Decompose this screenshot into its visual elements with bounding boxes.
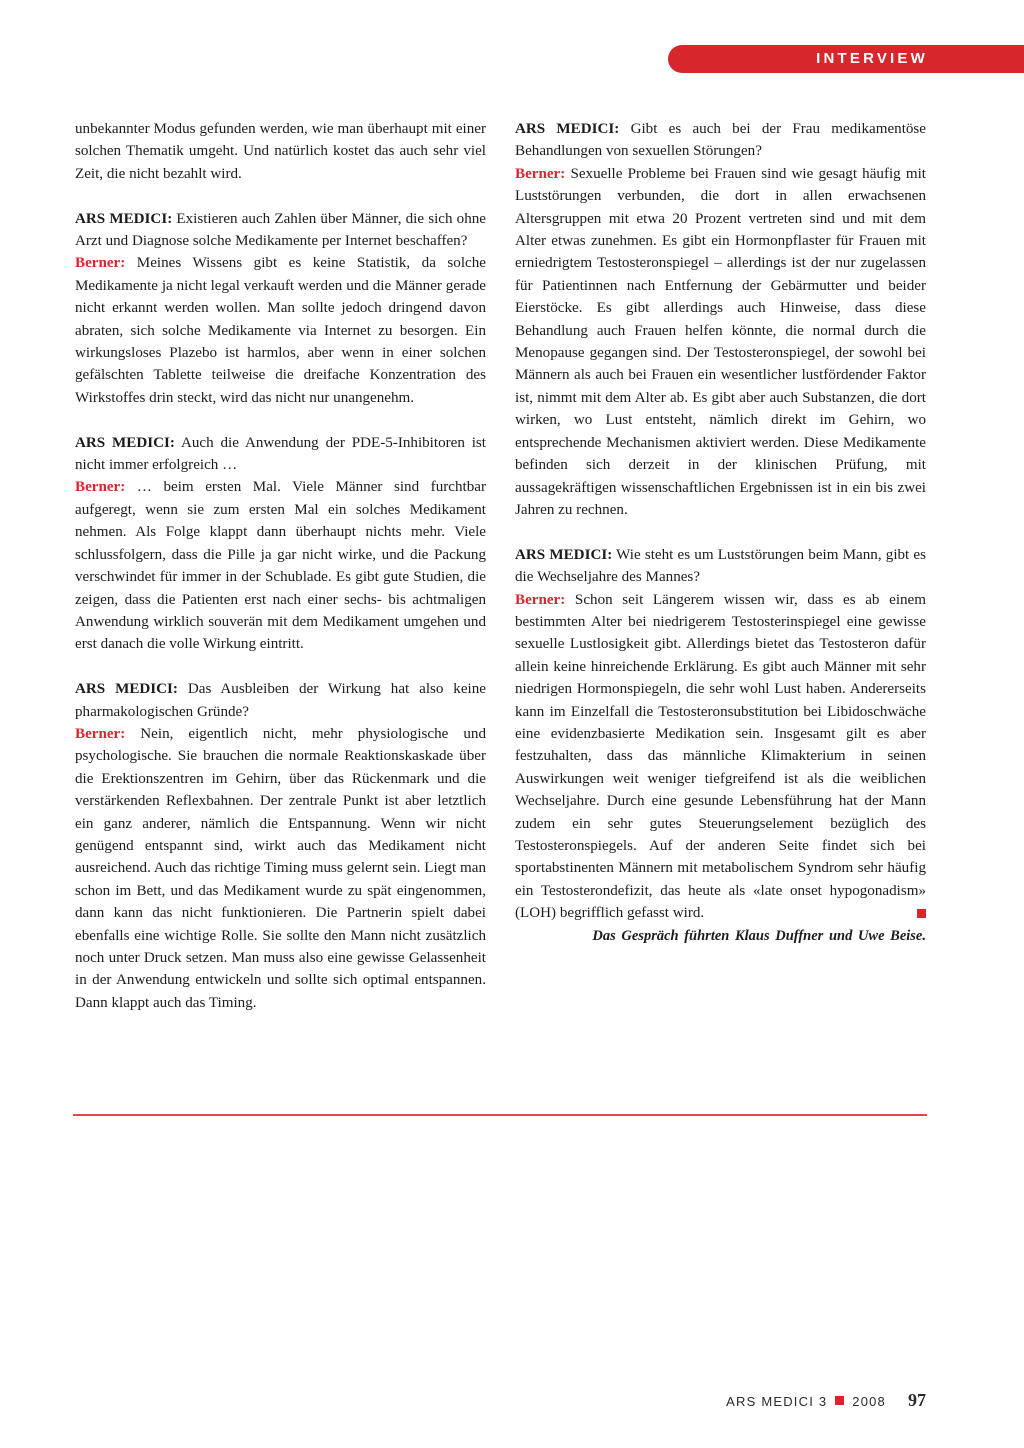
page-footer [726, 1390, 926, 1411]
answer-text: Nein, eigentlich nicht, mehr physiologische und psychologische. Sie brauchen die normale Reaktionskaskade über die Erektionszentren im Gehirn, über das Rückenmark und die verstärkenden Reflexbahnen. Der zentrale Punkt ist aber letztlich ein ganz anderer, nämlich die Entspannung. Wenn wir nicht genügend entspannt sind, wirkt auch das Medikament nicht ausreichend. Auch das richtige Timing muss gelernt sein. Liegt man schon im Bett, und das Medikament wurde zu spät eingenommen, dann kann das nicht funktionieren. Die Partnerin spielt dabei ebenfalls eine wichtige Rolle. Sie sollte den Mann nicht zusätzlich noch unter Druck setzen. Man muss also eine gewisse Gelassenheit in der Anwendung entwickeln und sollte sich optimal entspannen. Dann klappt auch das Timing. [75, 725, 486, 1011]
question-paragraph [75, 678, 486, 723]
answer-label: Berner: [75, 479, 126, 496]
question-text: Wie steht es um Luststörungen beim Mann, gibt es die Wechseljahre des Mannes? [515, 546, 926, 586]
answer-paragraph [515, 163, 926, 522]
left-column [75, 118, 486, 1014]
question-label: ARS MEDICI: [75, 210, 173, 227]
answer-paragraph [75, 252, 486, 409]
end-of-article-marker [917, 909, 926, 918]
interview-credit: Das Gespräch führten Klaus Duffner und Uwe Beise. [592, 927, 926, 944]
answer-label: Berner: [75, 255, 126, 272]
question-label: ARS MEDICI: [75, 434, 175, 451]
bottom-divider [73, 1114, 927, 1116]
question-label: ARS MEDICI: [515, 121, 620, 137]
journal-issue: ARS MEDICI 3 [726, 1394, 828, 1409]
question-text: Das Ausbleiben der Wirkung hat also keine pharmakologischen Gründe? [75, 681, 486, 720]
question-text: Gibt es auch bei der Frau medikamentöse Behandlungen von sexuellen Störungen? [515, 121, 927, 160]
answer-text: Schon seit Längerem wissen wir, dass es ab einem bestimmten Alter bei niedrigerem Testosterinspiegel eine gewisse sexuelle Lustlosigkeit gibt. Allerdings bietet das Testosteron dafür allein keine hinreichende Erklärung. Es gibt auch Männer mit sehr niedrigen Hormonspiegeln, die sehr wohl Lust haben. Andererseits kann im Einzelfall die Testosteronsubstitution bei Libidoschwäche eine evidenzbasierte Medikation sein. Insgesamt gilt es aber festzuhalten, dass das männliche Klimakterium in seinen Auswirkungen weit weniger tiefgreifend ist als die weiblichen Wechseljahre. Durch eine gesunde Lebensführung hat der Mann zudem ein sehr gutes Steuerungselement bezüglich des Testosteronspiegels. Auf der anderen Seite findet sich bei sportabstinenten Männern mit metabolischem Syndrom sehr häufig ein Testosterondefizit, das heute als «late onset hypogonadism» (LOH) begrifflich gefasst wird. [515, 591, 926, 922]
answer-text: Sexuelle Probleme bei Frauen sind wie gesagt häufig mit Luststörungen verbunden, die dort in allen erwachsenen Altersgruppen mit etwa 20 Prozent vertreten sind und mit dem Alter etwas zunehmen. Es gibt ein Hormonpflaster für Frauen mit erniedrigtem Testosteronspiegel – allerdings ist der nur zugelassen für Patientinnen nach Entfernung der Gebärmutter und beider Eierstöcke. Es gibt allerdings auch Hinweise, dass diese Behandlung auch Frauen helfen könnte, die normal durch die Menopause gegangen sind. Der Testosteronspiegel, der sowohl bei Männern als auch bei Frauen ein wesentlicher lustfördender Faktor ist, nimmt mit dem Alter ab. Es gibt aber auch Substanzen, die dort wirken, wo Lust entsteht, nämlich direkt im Gehirn, wo entsprechende Mechanismen aktiviert werden. Diese Medikamente befinden sich derzeit in der klinischen Prüfung, mit aussagekräftigen wissenschaftlichen Ergebnissen ist in ein bis zwei Jahren zu rechnen. [515, 165, 926, 518]
question-paragraph [75, 208, 486, 253]
question-paragraph [515, 118, 926, 163]
section-label: INTERVIEW [816, 50, 928, 67]
question-text: Existieren auch Zahlen über Männer, die sich ohne Arzt und Diagnose solche Medikamente per Internet beschaffen? [75, 210, 486, 250]
footer-square-icon [835, 1396, 844, 1405]
right-column [515, 118, 926, 947]
question-paragraph [75, 432, 486, 477]
answer-paragraph [75, 723, 486, 1014]
answer-paragraph [515, 589, 926, 925]
answer-text: … beim ersten Mal. Viele Männer sind furchtbar aufgeregt, wenn sie zum ersten Mal ein solches Medikament nehmen. Als Folge klappt dann überhaupt nichts mehr. Viele schlussfolgern, dass die Pille ja gar nicht wirke, und die Packung verschwindet für immer in der Schublade. Es gibt gute Studien, die zeigen, dass die Patienten erst nach einer sechs- bis achtmaligen Anwendung wirklich souverän mit dem Medikament umgehen und erst danach die volle Wirkung eintritt. [75, 479, 486, 653]
question-text: Auch die Anwendung der PDE-5-Inhibitoren ist nicht immer erfolgreich … [75, 434, 486, 474]
footer-year: 2008 [852, 1394, 886, 1409]
answer-label: Berner: [515, 591, 566, 608]
answer-label: Berner: [515, 165, 566, 182]
intro-paragraph: unbekannter Modus gefunden werden, wie man überhaupt mit einer solchen Thematik umgeht. Und natürlich kostet das auch sehr viel Zeit, die nicht bezahlt wird. [75, 121, 486, 182]
page-number: 97 [908, 1390, 926, 1410]
question-label: ARS MEDICI: [515, 546, 613, 563]
answer-paragraph [75, 476, 486, 655]
answer-label: Berner: [75, 725, 126, 742]
question-label: ARS MEDICI: [75, 681, 178, 698]
question-paragraph [515, 544, 926, 589]
answer-text: Meines Wissens gibt es keine Statistik, da solche Medikamente ja nicht legal verkauft werden und die Männer gerade nicht erkannt werden wollen. Man sollte jedoch dringend davon abraten, sich solche Medikamente via Internet zu besorgen. Ein wirkungsloses Plazebo ist harmlos, aber wenn in einer solchen gefälschten Tablette teilweise die dreifache Konzentration des Wirkstoffes drin steckt, wird das nicht nur unangenehm. [75, 255, 486, 406]
section-tab [668, 45, 1024, 73]
